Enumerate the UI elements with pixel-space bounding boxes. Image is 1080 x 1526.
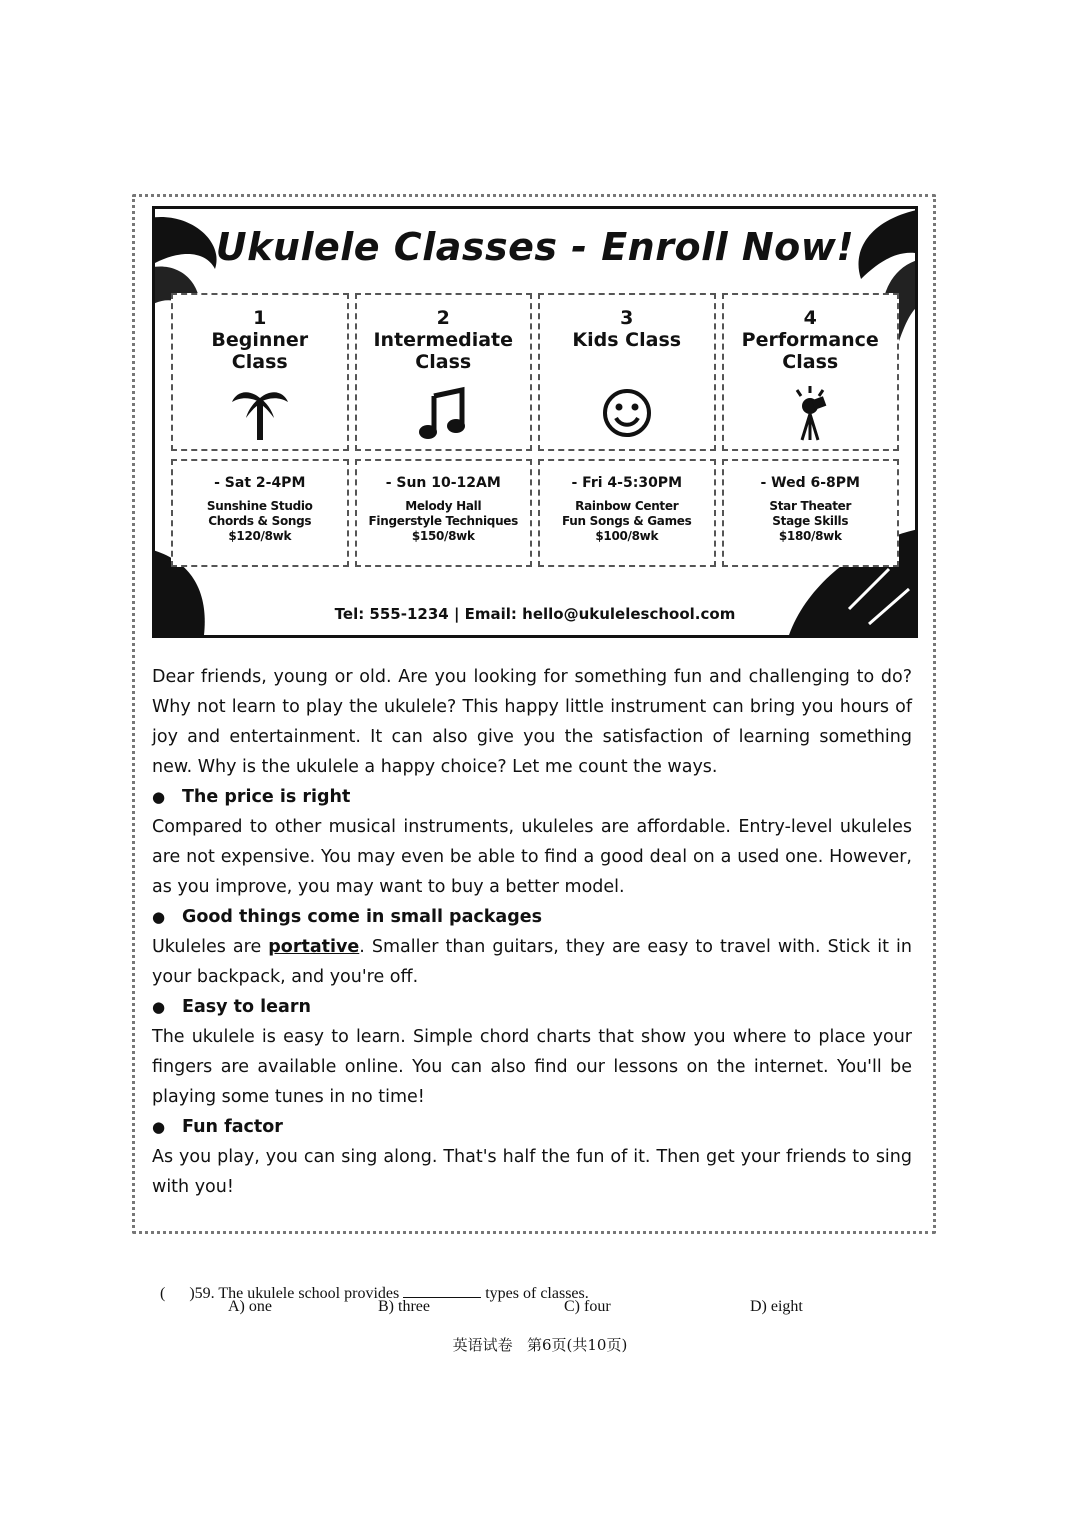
class-card-beginner <box>171 293 349 451</box>
class-name: Beginner <box>211 329 309 351</box>
bullet-heading <box>152 782 912 812</box>
class-focus: Fun Songs & Games <box>562 514 692 528</box>
class-card-performance <box>722 293 900 451</box>
class-schedule <box>722 459 900 567</box>
bullet-heading <box>152 902 912 932</box>
class-number: 3 <box>620 307 634 329</box>
paragraph: As you play, you can sing along. That's half the fun of it. Then get your friends to sing with you! <box>152 1147 912 1197</box>
article-body <box>152 662 912 1202</box>
intro-paragraph: Dear friends, young or old. Are you looking for something fun and challenging to do? Why not learn to play the ukulele? This happy little instrument can bring you hours of joy and entertainment. It can also give you the satisfaction of learning something new. Why is the ukulele a happy choice? Let me count the ways. <box>152 667 912 777</box>
paragraph: The ukulele is easy to learn. Simple chord charts that show you where to place your fingers are available online. You can also find our lessons on the internet. You'll be playing some tunes in no time! <box>152 1027 912 1107</box>
smiley-face-icon <box>601 387 653 439</box>
class-card-kids <box>538 293 716 451</box>
class-number: 2 <box>436 307 450 329</box>
paragraph: Compared to other musical instruments, ukuleles are affordable. Entry-level ukuleles are not expensive. You may even be able to find a good deal on a used one. However, as you improve, you may want to buy a better model. <box>152 817 912 897</box>
paragraph-text: Ukuleles are <box>152 937 269 957</box>
class-name: Class <box>782 351 839 373</box>
page-footer: 英语试卷 第6页(共10页) <box>452 1336 628 1354</box>
class-time: - Fri 4-5:30PM <box>571 475 682 491</box>
class-focus: Chords & Songs <box>208 514 312 528</box>
heading-text: The price is right <box>182 787 351 807</box>
underlined-word: portative <box>268 937 360 957</box>
class-price: $120/8wk <box>228 529 292 543</box>
paragraph-text: . Smaller than guitars, they are easy to travel with. Stick it in your backpack, and you're off. <box>152 937 912 987</box>
option-b[interactable]: B) three <box>378 1298 430 1315</box>
bullet-icon: ● <box>152 998 166 1016</box>
class-schedule <box>538 459 716 567</box>
class-venue: Melody Hall <box>405 499 482 513</box>
class-venue: Rainbow Center <box>575 499 679 513</box>
heading-text: Good things come in small packages <box>182 907 543 927</box>
class-grid <box>171 293 899 567</box>
class-number: 4 <box>803 307 817 329</box>
class-price: $180/8wk <box>778 529 842 543</box>
class-price: $100/8wk <box>595 529 659 543</box>
class-focus: Fingerstyle Techniques <box>368 514 518 528</box>
ukulele-poster <box>152 206 918 638</box>
music-note-icon <box>418 386 468 440</box>
class-time: - Wed 6-8PM <box>760 475 860 491</box>
class-name: Intermediate <box>373 329 514 351</box>
option-d[interactable]: D) eight <box>750 1298 803 1315</box>
question-59 <box>152 1267 589 1303</box>
poster-title: Ukulele Classes - Enroll Now! <box>215 225 855 269</box>
class-focus: Stage Skills <box>772 514 849 528</box>
class-card-intermediate <box>355 293 533 451</box>
question-suffix: types of classes. <box>485 1285 589 1302</box>
class-schedule <box>171 459 349 567</box>
option-c[interactable]: C) four <box>564 1298 611 1315</box>
class-name: Performance <box>741 329 879 351</box>
spotlight-icon <box>785 384 835 442</box>
class-time: - Sat 2-4PM <box>214 475 306 491</box>
paragraph <box>152 932 912 992</box>
heading-text: Easy to learn <box>182 997 311 1017</box>
bullet-icon: ● <box>152 788 166 806</box>
poster-contact: Tel: 555-1234 | Email: hello@ukuleleschool.com <box>334 605 736 623</box>
question-prefix: ( )59. The ukulele school provides <box>160 1285 400 1302</box>
bullet-icon: ● <box>152 908 166 926</box>
class-price: $150/8wk <box>411 529 475 543</box>
class-schedule <box>355 459 533 567</box>
bullet-heading <box>152 992 912 1022</box>
class-venue: Star Theater <box>769 499 852 513</box>
class-name: Class <box>415 351 472 373</box>
bullet-icon: ● <box>152 1118 166 1136</box>
palm-tree-icon <box>230 384 290 442</box>
class-name: Kids Class <box>572 329 682 351</box>
class-number: 1 <box>253 307 267 329</box>
bullet-heading <box>152 1112 912 1142</box>
class-venue: Sunshine Studio <box>206 499 313 513</box>
class-name: Class <box>231 351 288 373</box>
option-a[interactable]: A) one <box>228 1298 272 1315</box>
class-time: - Sun 10-12AM <box>385 475 501 491</box>
heading-text: Fun factor <box>182 1117 283 1137</box>
